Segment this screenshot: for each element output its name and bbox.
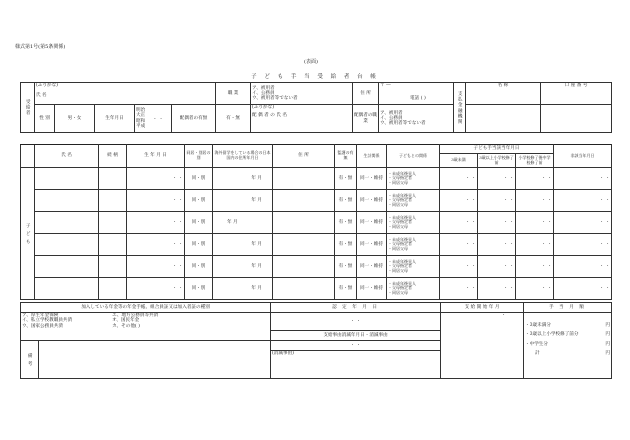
relation-option: ・父母指定者: [388, 285, 412, 291]
table-row: [21, 256, 612, 278]
child-livelihood: 同一・維持: [357, 278, 387, 300]
child-relation: [99, 212, 127, 234]
child-under3: ・ ・: [440, 256, 478, 278]
child-over3: ・ ・: [478, 190, 516, 212]
child-name: [35, 190, 99, 212]
child-cohabit: 同・別: [185, 234, 213, 256]
child-relation-options: [387, 278, 440, 300]
relation-option: ・同居父母: [388, 245, 408, 251]
change-note: (消滅事由): [271, 351, 441, 379]
child-disqualify: ・ ・: [554, 256, 612, 278]
child-disqualify: ・ ・: [554, 234, 612, 256]
relation-option: ・未成年後見人: [388, 280, 416, 286]
spouse-occupation-option: イ、公務員: [380, 115, 403, 121]
child-name: [35, 256, 99, 278]
child-disability: 有・無: [335, 212, 357, 234]
era-option: 明治: [136, 107, 146, 113]
child-address: [273, 256, 335, 278]
start-label: 支 給 開 始 年 月: [441, 303, 524, 313]
gender-label: 性 別: [35, 105, 55, 133]
spouse-occupation-option: ウ、被用者等でない者: [380, 121, 426, 127]
col-age-group: 子ども手当該当年月日: [440, 145, 554, 154]
spouse-furigana: (ふりがな): [252, 105, 275, 110]
postal-mark: 〒 ―: [380, 83, 391, 88]
recipient-table: [20, 82, 612, 133]
child-livelihood: 同一・維持: [357, 168, 387, 190]
child-relation: [99, 234, 127, 256]
address-label: 住 所: [353, 83, 379, 105]
amount-row-unit: 円: [605, 332, 611, 338]
child-over3: ・ ・: [478, 256, 516, 278]
birthdate-label: 生年月日: [95, 105, 135, 133]
approval-date-dots: ・ ・: [271, 313, 441, 331]
relation-option: ・父母指定者: [388, 175, 412, 181]
child-overseas: 年 月: [213, 190, 273, 212]
col-disqualify: 非該当年月日: [554, 145, 612, 168]
col-relation-child: 子どもとの関係: [387, 145, 440, 168]
child-under3: ・ ・: [440, 168, 478, 190]
status-label: (表面): [304, 59, 318, 65]
amount-row-unit: 円: [605, 341, 611, 347]
child-livelihood: 同一・維持: [357, 256, 387, 278]
child-overseas: 年 月: [213, 168, 273, 190]
col-elementary: 小学校修了後中学校修了前: [516, 154, 554, 168]
child-relation: [99, 168, 127, 190]
child-disability: 有・無: [335, 168, 357, 190]
child-elementary: ・ ・: [516, 234, 554, 256]
table-row: [21, 212, 612, 234]
relation-option: ・未成年後見人: [388, 192, 416, 198]
col-cohabit: 同居・別居の別: [185, 145, 213, 168]
relation-option: ・父母指定者: [388, 219, 412, 225]
table-row: [21, 168, 612, 190]
child-over3: ・ ・: [478, 234, 516, 256]
bank-account-label: 口 座 番 号: [541, 83, 612, 105]
amount-row-label: ・中学生分: [525, 341, 548, 347]
relation-option: ・未成年後見人: [388, 170, 416, 176]
relation-option: ・未成年後見人: [388, 236, 416, 242]
relation-option: ・同居父母: [388, 223, 408, 229]
child-overseas: 年 月: [213, 212, 273, 234]
pension-option: エ、地方公務員等共済: [112, 313, 159, 318]
approval-label: 認 定 年 月 日: [271, 303, 441, 313]
occupation-option: ア、被用者: [252, 85, 275, 91]
child-overseas: 年 月: [213, 256, 273, 278]
child-livelihood: 同一・維持: [357, 212, 387, 234]
pension-option: ア、厚生年金保険: [22, 313, 59, 318]
col-over3: 3歳以上小学校修了前: [478, 154, 516, 168]
relation-option: ・同居父母: [388, 179, 408, 185]
child-elementary: ・ ・: [516, 212, 554, 234]
amount-row-label: ・3歳以上小学校修了前分: [525, 332, 579, 338]
child-birthdate: ・ ・: [127, 190, 185, 212]
amount-label: 手 当 月 額: [524, 303, 612, 313]
change-reason-label: 支給事由消滅年月日・消滅事由: [271, 331, 441, 341]
child-relation: [99, 256, 127, 278]
amount-row-unit: 円: [605, 323, 611, 328]
table-row: [21, 234, 612, 256]
child-under3: ・ ・: [440, 278, 478, 300]
col-relation: 続 柄: [99, 145, 127, 168]
child-overseas: 年 月: [213, 278, 273, 300]
col-disability: 監護の有 無: [335, 145, 357, 168]
child-livelihood: 同一・維持: [357, 234, 387, 256]
change-date-dots: ・ ・: [271, 341, 441, 351]
start-dot: ・: [501, 313, 507, 318]
child-elementary: ・ ・: [516, 256, 554, 278]
child-cohabit: 同・別: [185, 278, 213, 300]
child-disqualify: ・ ・: [554, 168, 612, 190]
amount-row-label: 計: [535, 350, 540, 356]
bank-section-label: 支払金融機関: [454, 83, 466, 133]
col-name: 氏 名: [35, 145, 99, 168]
footer-table: [20, 302, 612, 379]
amount-row-label: ・3歳未満分: [525, 323, 551, 328]
child-livelihood: 同一・維持: [357, 190, 387, 212]
child-birthdate: ・ ・: [127, 256, 185, 278]
child-disability: 有・無: [335, 278, 357, 300]
child-disqualify: ・ ・: [554, 278, 612, 300]
child-cohabit: 同・別: [185, 212, 213, 234]
child-relation-options: [387, 212, 440, 234]
col-livelihood: 生計関係: [357, 145, 387, 168]
era-option: 大正: [136, 113, 146, 119]
child-address: [273, 168, 335, 190]
amount-row-unit: 円: [605, 350, 611, 356]
child-address: [273, 234, 335, 256]
child-elementary: ・ ・: [516, 278, 554, 300]
pension-option: ウ、国家公務員共済: [22, 323, 63, 329]
spouse-label: 配偶者の有無: [172, 105, 216, 133]
col-under3: 3歳未満: [440, 154, 478, 168]
child-name: [35, 168, 99, 190]
child-relation: [99, 190, 127, 212]
child-name: [35, 278, 99, 300]
relation-option: ・同居父母: [388, 289, 408, 295]
child-address: [273, 212, 335, 234]
child-elementary: ・ ・: [516, 190, 554, 212]
form-title: 子 ど も 手 当 受 給 者 台 帳: [251, 74, 379, 80]
child-birthdate: ・ ・: [127, 212, 185, 234]
occupation-label: 職 業: [216, 83, 251, 105]
child-relation-options: [387, 234, 440, 256]
pension-label: 加入している年金等の年金手帳、組合員証又は加入者証の種別: [21, 303, 271, 313]
child-elementary: ・ ・: [516, 168, 554, 190]
col-birthdate: 生 年 月 日: [127, 145, 185, 168]
child-address: [273, 278, 335, 300]
children-section-label: 子 ど も: [21, 168, 35, 300]
child-disability: 有・無: [335, 256, 357, 278]
spouse-value: 有・無: [216, 105, 251, 133]
child-overseas: 年 月: [213, 234, 273, 256]
pension-option: オ、国民年金: [112, 318, 140, 324]
recipient-section-label: 受給者: [21, 83, 35, 133]
furigana-label: (ふりがな): [36, 83, 58, 88]
relation-option: ・同居父母: [388, 267, 408, 273]
spouse-occupation-option: ア、被用者: [380, 110, 403, 116]
col-address: 住 所: [273, 145, 335, 168]
era-option: 平成: [136, 123, 146, 129]
child-under3: ・ ・: [440, 190, 478, 212]
name-label: 氏 名: [36, 93, 47, 99]
form-number: 様式第1号(第5条関係): [15, 44, 66, 50]
child-disqualify: ・ ・: [554, 212, 612, 234]
relation-option: ・父母指定者: [388, 263, 412, 269]
child-over3: ・ ・: [478, 212, 516, 234]
relation-option: ・父母指定者: [388, 197, 412, 203]
pension-option: カ、その他( ): [112, 323, 140, 329]
relation-option: ・同居父母: [388, 201, 408, 207]
child-under3: ・ ・: [440, 212, 478, 234]
child-birthdate: ・ ・: [127, 168, 185, 190]
table-row: [21, 190, 612, 212]
child-disability: 有・無: [335, 234, 357, 256]
era-option: 昭和: [136, 118, 146, 124]
child-cohabit: 同・別: [185, 256, 213, 278]
relation-option: ・父母指定者: [388, 241, 412, 247]
child-birthdate: ・ ・: [127, 278, 185, 300]
child-disqualify: ・ ・: [554, 190, 612, 212]
gender-value: 男・女: [55, 105, 95, 133]
child-birthdate: ・ ・: [127, 234, 185, 256]
col-overseas: 海外留学をしている場合の日本国内の住所年月日: [213, 145, 273, 168]
bank-name-label: 名 称: [466, 83, 541, 105]
phone-label: 電話 ( ): [410, 96, 426, 102]
occupation-option: ウ、被用者等でない者: [252, 96, 298, 102]
child-address: [273, 190, 335, 212]
birthdate-dots: ・ ・: [152, 117, 164, 122]
child-cohabit: 同・別: [185, 190, 213, 212]
child-under3: ・ ・: [440, 234, 478, 256]
pension-option: イ、私立学校教職員共済: [22, 318, 73, 324]
child-relation-options: [387, 190, 440, 212]
occupation-option: イ、公務員: [252, 90, 275, 96]
spouse-occupation-label: 配偶者の職業: [353, 105, 379, 133]
child-name: [35, 212, 99, 234]
child-over3: ・ ・: [478, 168, 516, 190]
child-cohabit: 同・別: [185, 168, 213, 190]
child-relation-options: [387, 256, 440, 278]
remarks-label: 備 考: [21, 341, 39, 379]
relation-option: ・未成年後見人: [388, 258, 416, 264]
relation-option: ・未成年後見人: [388, 214, 416, 220]
child-relation: [99, 278, 127, 300]
child-disability: 有・無: [335, 190, 357, 212]
child-relation-options: [387, 168, 440, 190]
table-row: [21, 278, 612, 300]
children-table: [20, 144, 612, 300]
child-over3: ・ ・: [478, 278, 516, 300]
spouse-name-label: 配 偶 者 の 氏 名: [252, 113, 287, 119]
child-name: [35, 234, 99, 256]
